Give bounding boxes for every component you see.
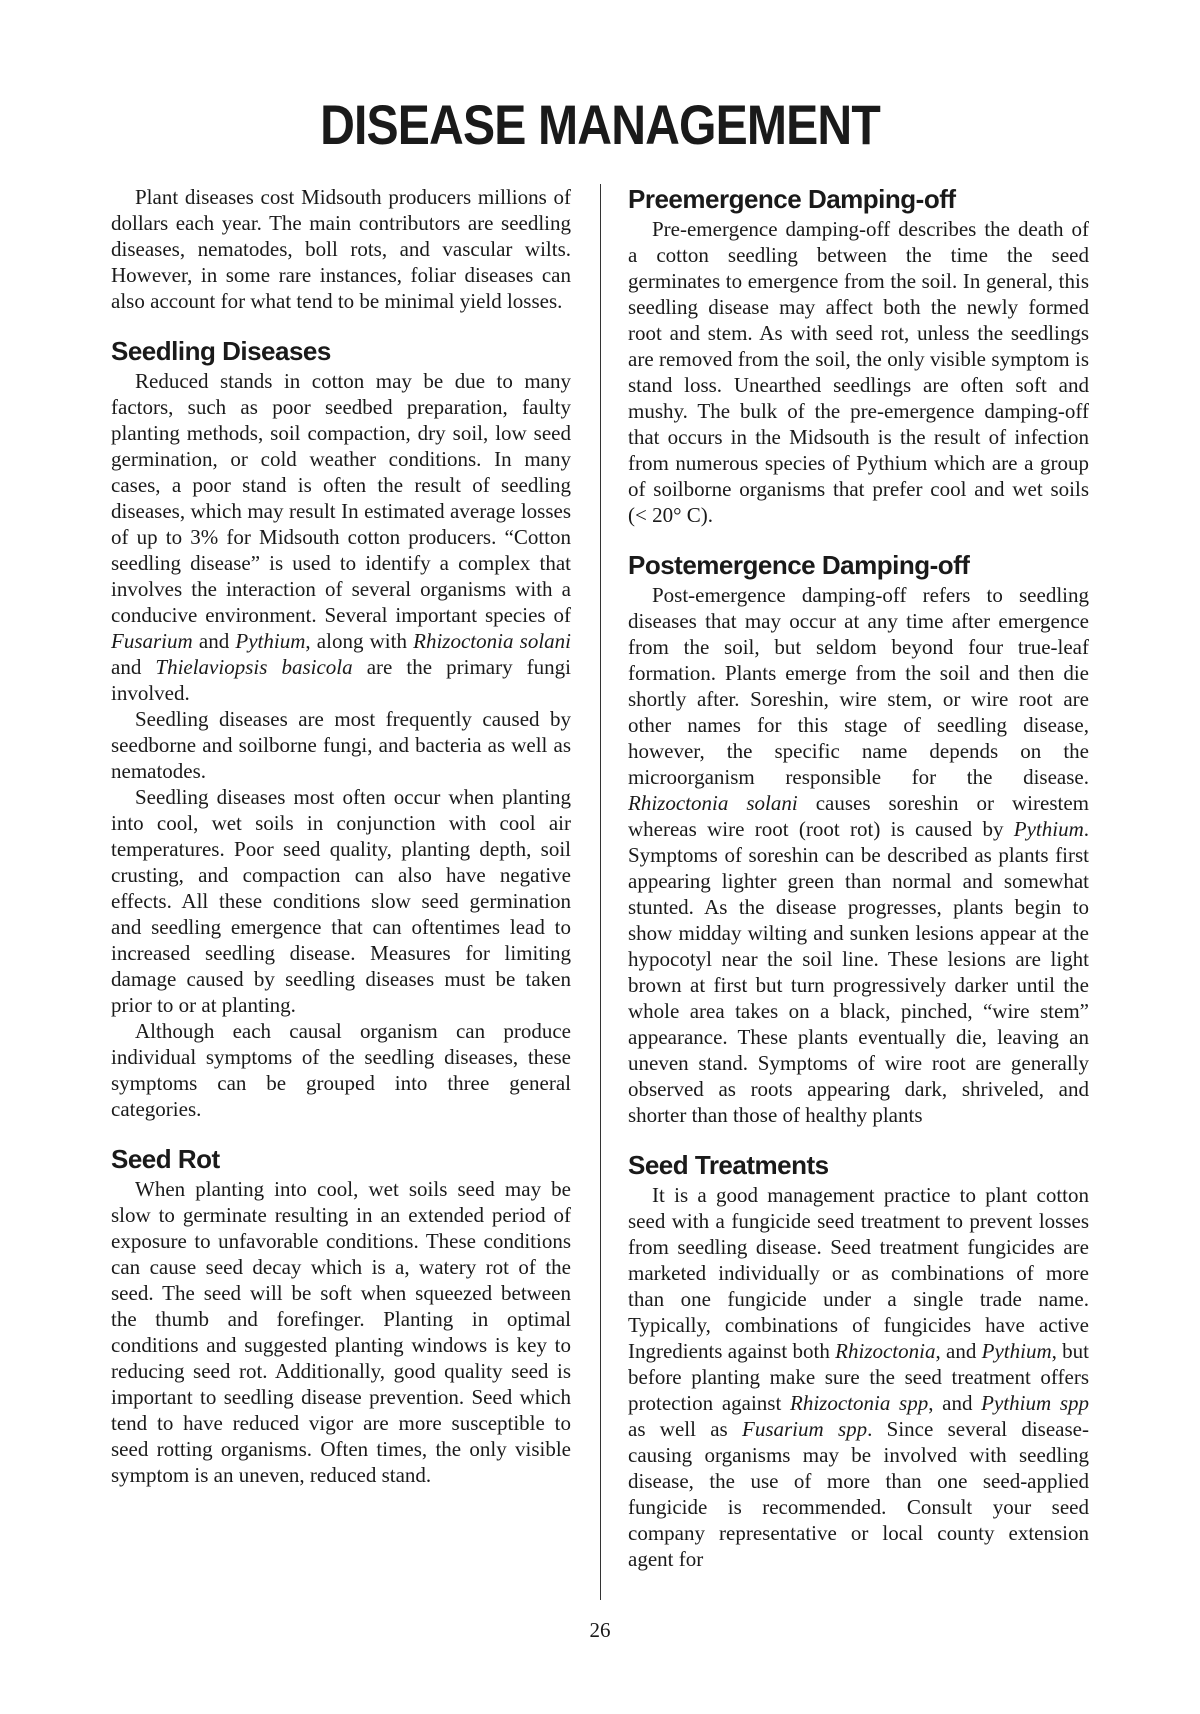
heading-seedling-diseases: Seedling Diseases [111,336,331,366]
left-column [111,184,571,1488]
heading-postemergence: Postemergence Damping-off [628,550,970,580]
postemergence-paragraph: Post-emergence damping-off refers to seedling diseases that may occur at any time after emergence from the soil, but seldom beyond four true-leaf formation. Plants emerge from the soil and then die shortly after. Soreshin, wire stem, or wire root are other names for this stage of seedling disease, however, the specific name depends on the microorganism responsible for the disease. Rhizoctonia solani causes soreshin or wirestem whereas wire root (root rot) is caused by Pythium. Symptoms of soreshin can be described as plants first appearing lighter green than normal and somewhat stunted. As the disease progresses, plants begin to show midday wilting and sunken lesions appear at the hypocotyl near the soil line. These lesions are light brown at first but turn progressively darker until the whole area takes on a black, pinched, “wire stem” appearance. These plants eventually die, leaving an uneven stand. Symptoms of wire root are generally observed as roots appearing dark, shriveled, and shorter than those of healthy plants [628,583,1089,1127]
seed-rot-paragraph: When planting into cool, wet soils seed may be slow to germinate resulting in an extended period of exposure to unfavorable conditions. These conditions can cause seed decay which is a, watery rot of the seed. The seed will be soft when squeezed between the thumb and forefinger. Planting in optimal conditions and suggested planting windows is key to reducing seed rot. Additionally, good quality seed is important to seedling disease prevention. Seed which tend to have reduced vigor are more susceptible to seed rotting organisms. Often times, the only visible symptom is an uneven, reduced stand. [111,1177,571,1487]
preemergence-paragraph: Pre-emergence damping-off describes the death of a cotton seedling between the time the seed germinates to emergence from the soil. In general, this seedling disease may affect both the newly formed root and stem. As with seed rot, unless the seedlings are removed from the soil, the only visible symptom is stand loss. Unearthed seedlings are often soft and mushy. The bulk of the pre-emergence damping-off that occurs in the Midsouth is the result of infection from numerous species of Pythium which are a group of soilborne organisms that prefer cool and wet soils (< 20° C). [628,217,1089,527]
heading-preemergence: Preemergence Damping-off [628,184,956,214]
seedling-diseases-paragraph-2: Seedling diseases are most frequently caused by seedborne and soilborne fungi, and bacteria as well as nematodes. [111,707,571,783]
heading-seed-rot: Seed Rot [111,1144,220,1174]
heading-seed-treatments: Seed Treatments [628,1150,829,1180]
seedling-diseases-paragraph-1: Reduced stands in cotton may be due to many factors, such as poor seedbed preparation, faulty planting methods, soil compaction, dry soil, low seed germination, or cold weather conditions. In many cases, a poor stand is often the result of seedling diseases, which may result In estimated average losses of up to 3% for Midsouth cotton producers. “Cotton seedling disease” is used to identify a complex that involves the interaction of several organisms with a conducive environment. Several important species of Fusarium and Pythium, along with Rhizoctonia solani and Thielaviopsis basicola are the primary fungi involved. [111,369,571,705]
right-column [628,184,1089,1572]
seed-treatments-paragraph: It is a good management practice to plant cotton seed with a fungicide seed treatment to prevent losses from seedling disease. Seed treatment fungicides are marketed individually or as combinations of more than one fungicide under a single trade name. Typically, combinations of fungicides have active Ingredients against both Rhizoctonia, and Pythium, but before planting make sure the seed treatment offers protection against Rhizoctonia spp, and Pythium spp as well as Fusarium spp. Since several disease-causing organisms may be involved with seedling disease, the use of more than one seed-applied fungicide is recommended. Consult your seed company representative or local county extension agent for [628,1183,1090,1571]
page-number: 26 [589,1618,611,1642]
seedling-diseases-paragraph-4: Although each causal organism can produce individual symptoms of the seedling diseases, these symptoms can be grouped into three general categories. [111,1019,571,1121]
seedling-diseases-paragraph-3: Seedling diseases most often occur when planting into cool, wet soils in conjunction with cool air temperatures. Poor seed quality, planting depth, soil crusting, and compaction can also have negative effects. All these conditions slow seed germination and seedling emergence that can oftentimes lead to increased seedling disease. Measures for limiting damage caused by seedling diseases must be taken prior to or at planting. [111,785,571,1017]
page-title: DISEASE MANAGEMENT [320,93,880,156]
intro-paragraph: Plant diseases cost Midsouth producers millions of dollars each year. The main contributors are seedling diseases, nematodes, boll rots, and vascular wilts. However, in some rare instances, foliar diseases can also account for what tend to be minimal yield losses. [111,185,571,313]
column-divider [600,184,601,1600]
